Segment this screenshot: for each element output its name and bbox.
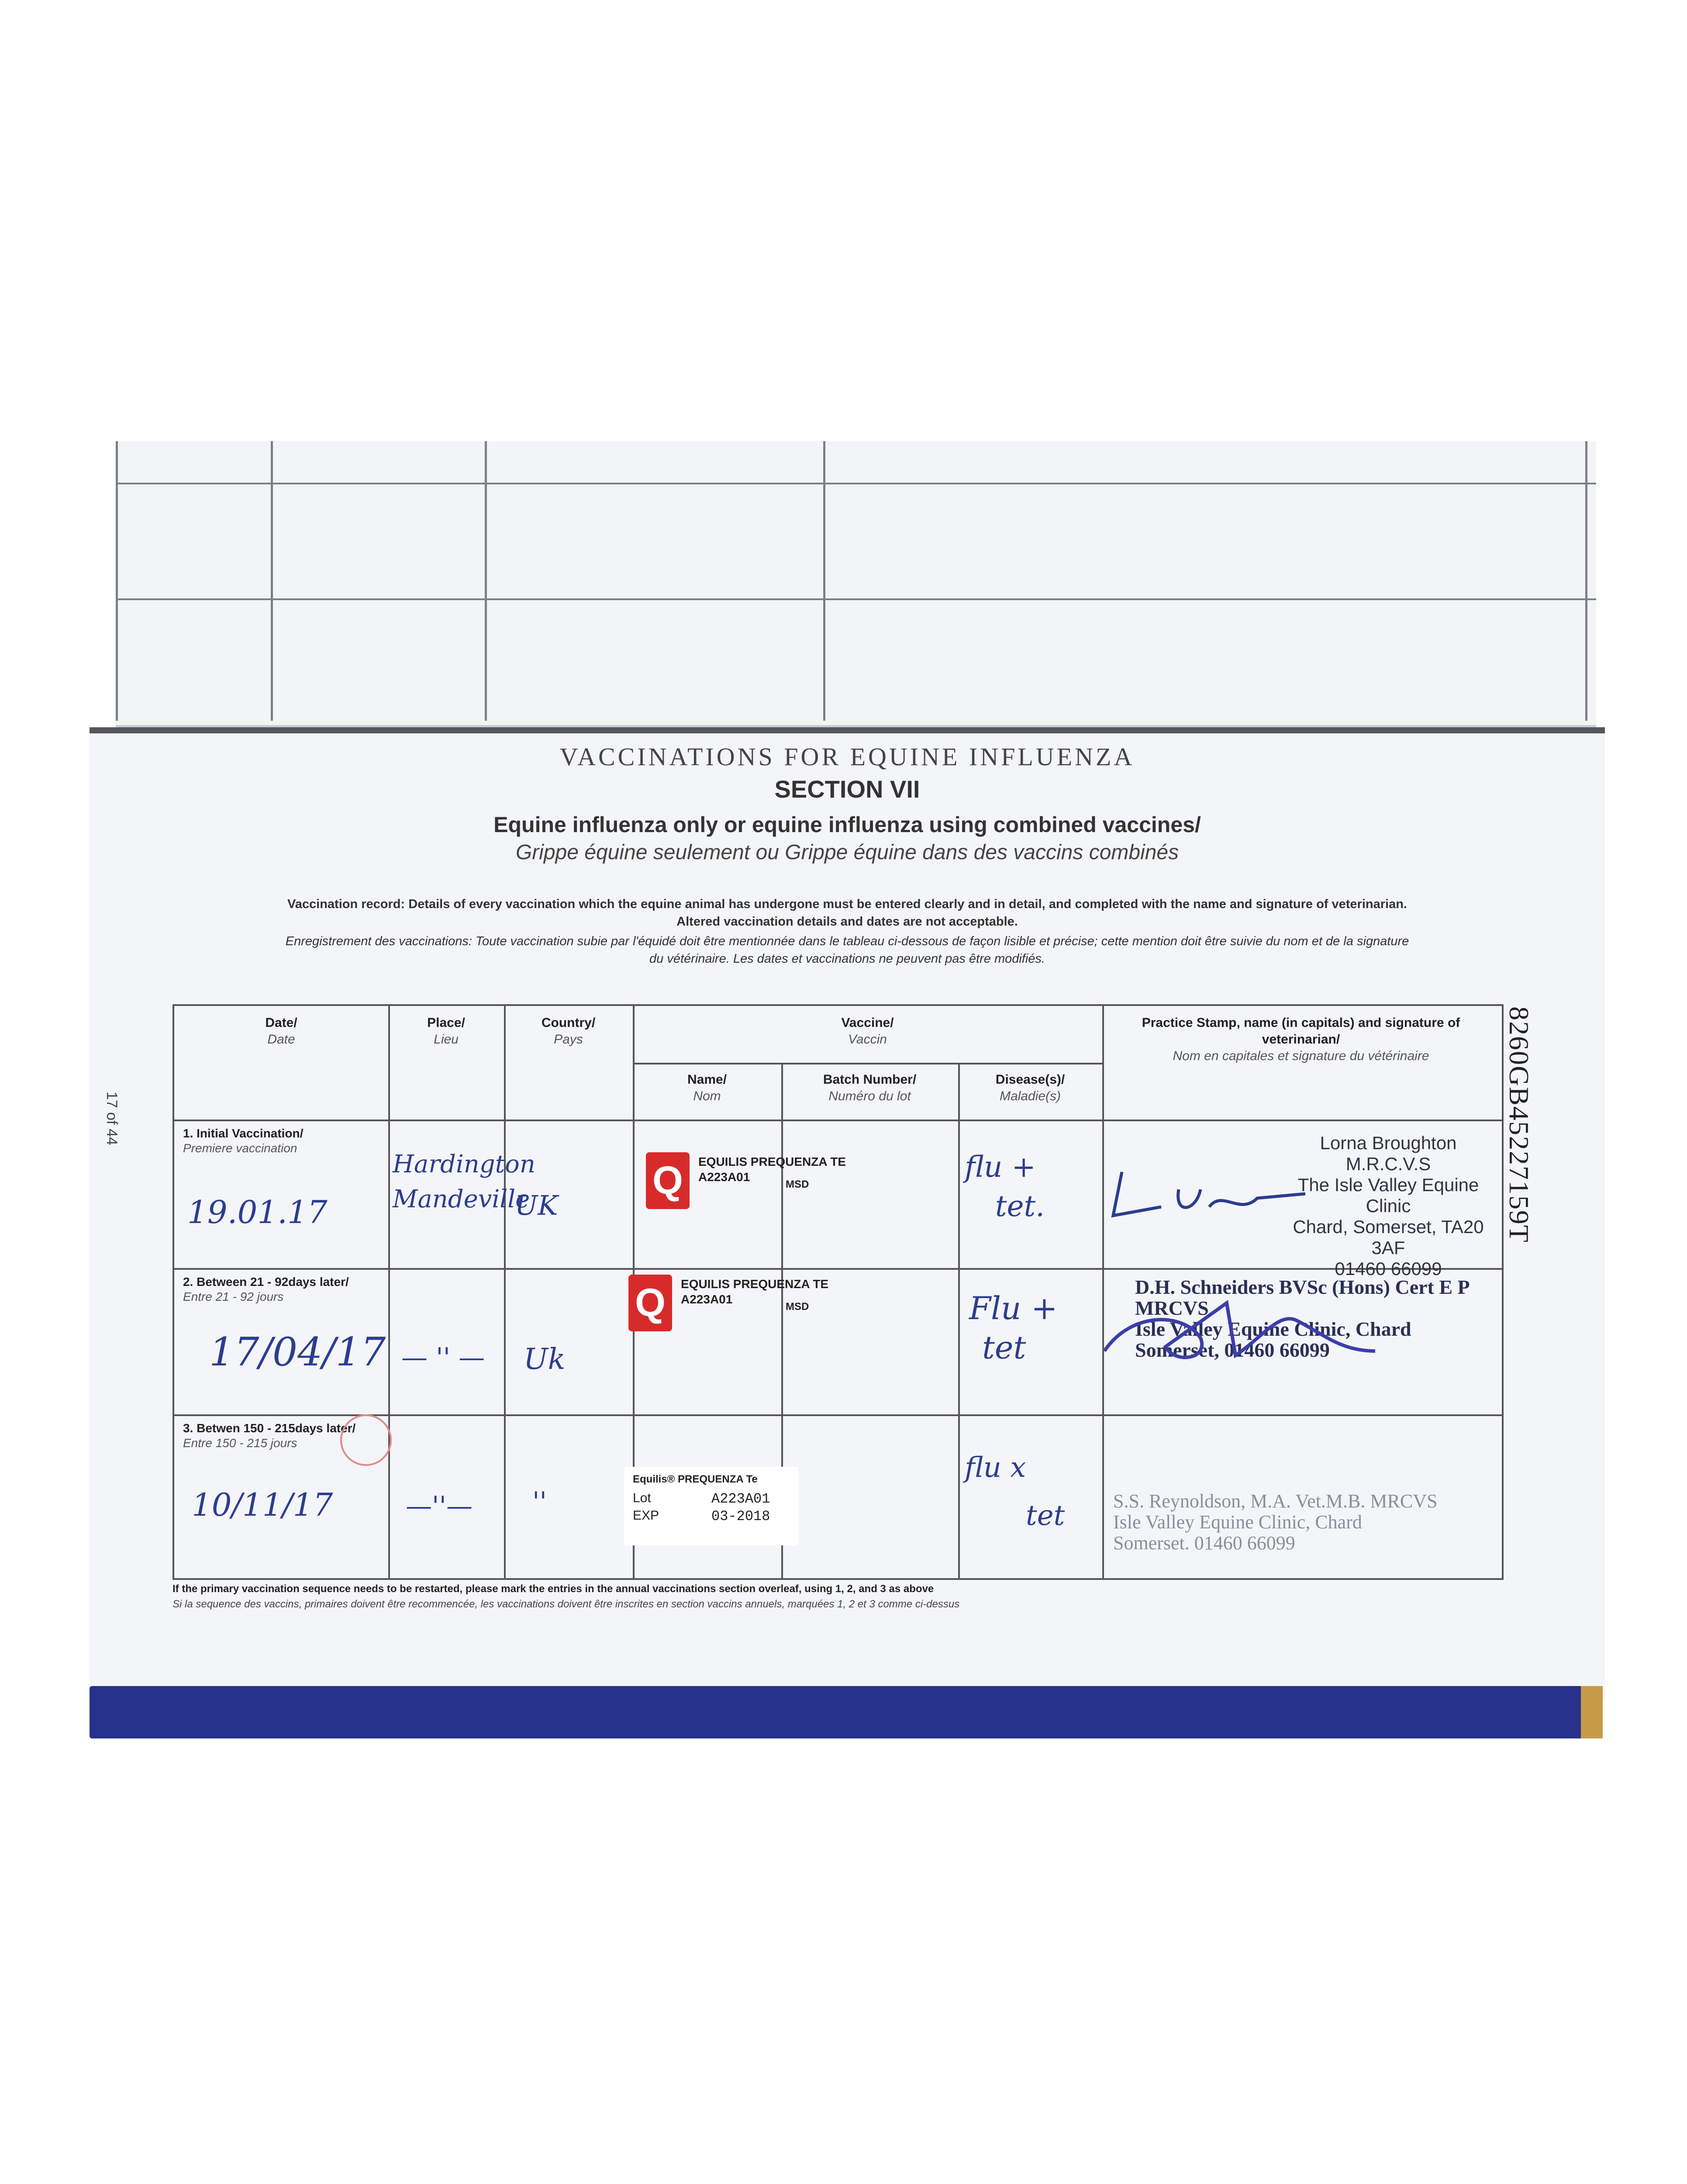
header-name: Name/ Nom	[687, 1072, 727, 1103]
disease-value: tet	[1026, 1500, 1065, 1532]
grid-line	[116, 598, 1596, 600]
place-value: — '' —	[401, 1342, 485, 1373]
disease-value: tet	[982, 1329, 1026, 1366]
vet-stamp: S.S. Reynoldson, M.A. Vet.M.B. MRCVS Isle Valley Equine Clinic, Chard Somerset. 01460 66099	[1113, 1490, 1438, 1554]
batch-number: A223A01	[681, 1292, 733, 1306]
q-logo-icon: Q	[646, 1152, 690, 1209]
place-value: —''—	[406, 1491, 473, 1521]
vaccination-page	[90, 727, 1605, 1699]
place-value: Hardington	[393, 1150, 535, 1178]
msd-logo: MSD	[786, 1178, 809, 1190]
booklet-spine	[1581, 1686, 1603, 1738]
msd-logo: MSD	[786, 1301, 809, 1313]
disease-value: flu x	[965, 1451, 1026, 1484]
page-banner: VACCINATIONS FOR EQUINE INFLUENZA	[559, 743, 1135, 771]
vaccine-name: EQUILIS PREQUENZA TE	[698, 1155, 846, 1168]
place-value: Mandeville	[393, 1185, 530, 1213]
row-label: 2. Between 21 - 92days later/ Entre 21 - 92 jours	[183, 1275, 349, 1303]
header-vaccine: Vaccine/ Vaccin	[841, 1016, 894, 1047]
intro-text-fr: du vétérinaire. Les dates et vaccinations ne peuvent pas être modifiés.	[649, 952, 1045, 966]
subtitle-fr: Grippe équine seulement ou Grippe équine dans des vaccins combinés	[515, 841, 1179, 864]
grid-line	[116, 483, 1596, 484]
intro-text-fr: Enregistrement des vaccinations: Toute vaccination subie par l'équidé doit être mentionnée dans le tableau ci-dessous de façon lisible et précise; cette mention doit être suivie du nom et de la signature	[285, 934, 1409, 948]
section-title: SECTION VII	[774, 775, 920, 803]
booklet-cover-edge	[90, 1686, 1587, 1738]
disease-value: Flu +	[969, 1290, 1058, 1327]
vaccine-name: EQUILIS PREQUENZA TE	[681, 1277, 829, 1291]
header-place: Place/ Lieu	[427, 1016, 465, 1047]
exp-label: EXP	[633, 1508, 659, 1523]
header-stamp: Practice Stamp, name (in capitals) and signature of veterinarian/ Nom en capitales et signature du vétérinaire	[1142, 1016, 1460, 1063]
date-value: 17/04/17	[209, 1329, 386, 1375]
lot-label: Lot	[633, 1491, 651, 1505]
date-value: 10/11/17	[192, 1486, 333, 1523]
previous-page-grid	[116, 441, 1596, 728]
signature-icon	[1109, 1163, 1310, 1229]
country-value: UK	[515, 1189, 558, 1221]
date-value: 19.01.17	[187, 1194, 328, 1230]
row-label: 1. Initial Vaccination/ Premiere vaccination	[183, 1127, 304, 1155]
batch-number: A223A01	[711, 1491, 770, 1507]
batch-number: A223A01	[698, 1170, 750, 1184]
passport-code: 8260GB45227159T	[1504, 1006, 1535, 1243]
page-number: 17 of 44	[103, 1092, 120, 1145]
expiry-date: 03-2018	[711, 1508, 770, 1524]
header-disease: Disease(s)/ Maladie(s)	[995, 1072, 1065, 1103]
q-logo-icon: Q	[628, 1275, 672, 1331]
intro-text: Altered vaccination details and dates are not acceptable.	[676, 915, 1018, 929]
intro-text: Vaccination record: Details of every vaccination which the equine animal has undergone must be entered clearly and in detail, and completed with the name and signature of veterinarian.	[287, 897, 1407, 911]
disease-value: flu +	[965, 1150, 1036, 1184]
vaccination-table	[172, 1004, 1504, 1580]
red-stamp-icon	[340, 1414, 392, 1466]
country-value: ''	[532, 1486, 547, 1517]
footnote-en: If the primary vaccination sequence needs to be restarted, please mark the entries in the annual vaccinations section overleaf, using 1, 2, and 3 as above	[172, 1583, 934, 1595]
disease-value: tet.	[995, 1189, 1045, 1223]
row-label: 3. Betwen 150 - 215days later/ Entre 150 - 215 jours	[183, 1421, 356, 1450]
footnote-fr: Si la sequence des vaccins, primaires doivent être recommencée, les vaccinations doivent être inscrites en section vaccins annuels, marquées 1, 2 et 3 comme ci-dessus	[172, 1598, 960, 1610]
header-date: Date/ Date	[265, 1016, 297, 1047]
header-batch: Batch Number/ Numéro du lot	[823, 1072, 917, 1103]
country-value: Uk	[524, 1342, 566, 1376]
header-country: Country/ Pays	[541, 1016, 596, 1047]
subtitle-en: Equine influenza only or equine influenza using combined vaccines/	[493, 812, 1201, 837]
vaccine-name: Equilis® PREQUENZA Te	[633, 1473, 758, 1485]
signature-icon	[1096, 1286, 1380, 1373]
vet-stamp: Lorna Broughton M.R.C.V.S The Isle Valley Equine Clinic Chard, Somerset, TA20 3AF 01460 66099	[1293, 1133, 1484, 1279]
vaccine-label	[624, 1467, 799, 1545]
vet-stamp: D.H. Schneiders BVSc (Hons) Cert E P MRCVS Isle Valley Equine Clinic, Chard Somerset, 01460 66099	[1135, 1276, 1469, 1361]
